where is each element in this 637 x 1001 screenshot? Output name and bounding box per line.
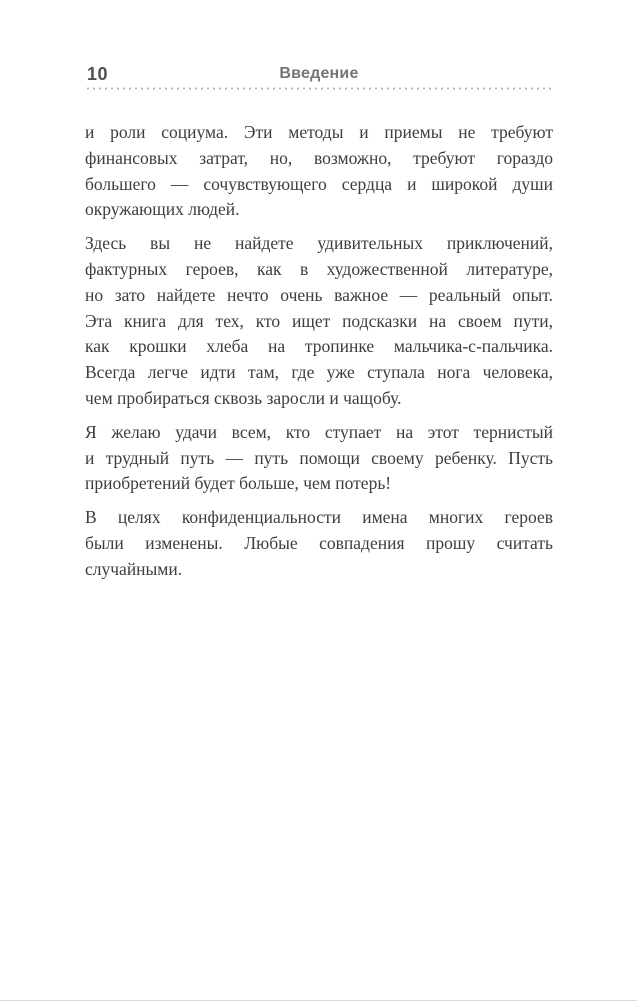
text-line: Здесь вы не найдете удивительных приключений,: [85, 233, 553, 254]
text-line: были изменены. Любые совпадения прошу считать: [85, 532, 553, 553]
paragraph: [85, 120, 553, 223]
text-line: и трудный путь — путь помощи своему ребенку. Пусть: [85, 447, 553, 468]
paragraph: [85, 505, 553, 582]
text-line: Я желаю удачи всем, кто ступает на этот тернистый: [85, 421, 553, 442]
text-line: Эта книга для тех, кто ищет подсказки на своем пути,: [85, 310, 553, 331]
chapter-header: Введение: [279, 65, 359, 82]
text-line: чем пробираться сквозь заросли и чащобу.: [85, 387, 402, 408]
text-line: приобретений будет больше, чем потерь!: [85, 473, 392, 494]
dotted-divider: [85, 87, 553, 90]
text-line: финансовых затрат, но, возможно, требуют гораздо: [85, 147, 553, 168]
text-line: окружающих людей.: [85, 199, 240, 220]
text-line: случайными.: [85, 558, 183, 579]
text-line: В целях конфиденциальности имена многих героев: [85, 507, 553, 528]
body-text: [85, 120, 553, 583]
text-line: но зато найдете нечто очень важное — реальный опыт.: [85, 284, 553, 305]
page-number: 10: [87, 64, 109, 84]
text-line: фактурных героев, как в художественной литературе,: [85, 258, 553, 279]
text-line: как крошки хлеба на тропинке мальчика-с-пальчика.: [85, 336, 553, 357]
text-line: большего — сочувствующего сердца и широкой души: [85, 173, 553, 194]
paragraph: [85, 231, 553, 412]
text-line: Всегда легче идти там, где уже ступала нога человека,: [85, 362, 553, 383]
text-line: и роли социума. Эти методы и приемы не требуют: [85, 122, 553, 142]
running-head: [85, 64, 553, 86]
paragraph: [85, 420, 553, 497]
